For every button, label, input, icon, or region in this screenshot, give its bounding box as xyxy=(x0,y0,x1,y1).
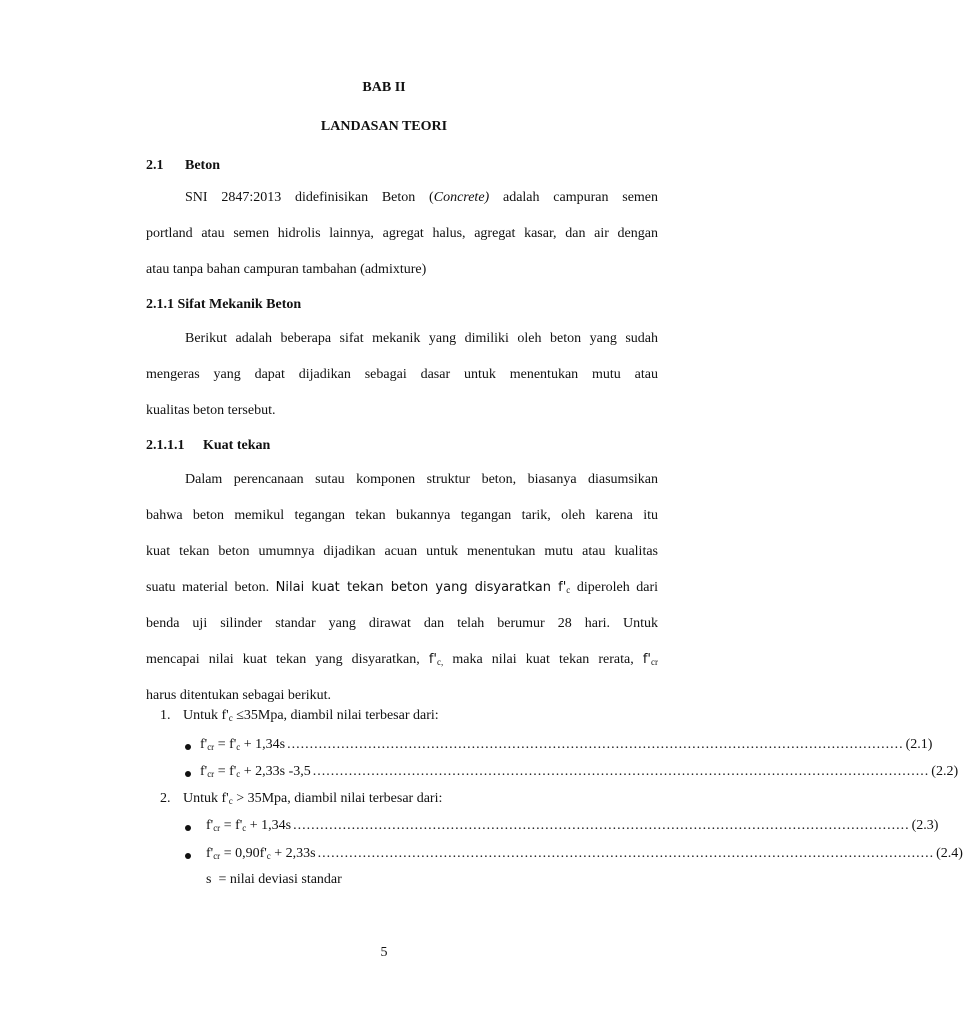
text-span: f' xyxy=(200,737,208,752)
paragraph-kuat-tekan xyxy=(146,471,658,705)
text-span: adalah campuran semen xyxy=(502,190,659,205)
page-number: 5 xyxy=(380,945,388,960)
paragraph-line: benda uji silinder standar yang dirawat dan telah berumur 28 hari. Untuk xyxy=(146,616,658,631)
text-span: > 35Mpa, diambil nilai terbesar dari: xyxy=(232,791,443,806)
subscript: cr xyxy=(207,769,215,779)
text-span: + 1,34s xyxy=(246,818,292,833)
chapter-title: LANDASAN TEORI xyxy=(320,119,448,134)
list-item-text xyxy=(183,791,442,807)
bullet-icon xyxy=(185,853,191,859)
formula-row xyxy=(200,736,933,754)
subscript: cr xyxy=(651,657,659,667)
text-span: Untuk f' xyxy=(183,708,229,723)
paragraph-line: Berikut adalah beberapa sifat mekanik yang dimiliki oleh beton yang sudah xyxy=(185,331,658,346)
text-span: = f' xyxy=(220,818,243,833)
formula-row xyxy=(206,845,963,863)
subscript: c xyxy=(228,796,233,806)
subscript: cr xyxy=(213,823,221,833)
text-span: = 0,90f' xyxy=(220,846,267,861)
text-span: SNI 2847:2013 didefinisikan Beton ( xyxy=(185,190,434,205)
subsection-heading: 2.1.1 Sifat Mekanik Beton xyxy=(146,297,302,312)
sans-text-span: Nilai kuat tekan beton yang disyaratkan f' xyxy=(275,580,567,595)
paragraph-line: portland atau semen hidrolis lainnya, agregat halus, agregat kasar, dan air dengan xyxy=(146,226,658,241)
bullet-icon xyxy=(185,825,191,831)
subscript: c xyxy=(236,742,241,752)
text-span: Untuk f' xyxy=(183,791,229,806)
subscript: c xyxy=(236,769,241,779)
subsubsection-title: Kuat tekan xyxy=(203,438,271,453)
paragraph-line xyxy=(146,579,658,597)
text-span: diperoleh dari xyxy=(576,580,659,595)
text-span: + 2,33s xyxy=(270,846,316,861)
sans-text-span: f' xyxy=(642,652,652,667)
list-number: 2. xyxy=(160,791,171,806)
paragraph-sifat xyxy=(146,330,658,420)
paragraph-line: bahwa beton memikul tegangan tekan bukannya tegangan tarik, oleh karena itu xyxy=(146,508,658,523)
subscript: c, xyxy=(436,657,444,667)
text-span: ≤35Mpa, diambil nilai terbesar dari: xyxy=(232,708,439,723)
equation-ref: (2.2) xyxy=(931,764,959,779)
text-span: = f' xyxy=(214,764,237,779)
section-number: 2.1 xyxy=(146,158,164,173)
subscript: c xyxy=(242,823,247,833)
equation-ref: (2.1) xyxy=(905,737,933,752)
section-title: Beton xyxy=(185,158,220,173)
formula xyxy=(206,845,316,865)
subsubsection-number: 2.1.1.1 xyxy=(146,438,185,453)
subscript: c xyxy=(566,585,571,595)
text-span: f' xyxy=(206,846,214,861)
paragraph-line xyxy=(146,189,658,207)
paragraph-line: mengeras yang dapat dijadikan sebagai dasar untuk menentukan mutu atau xyxy=(146,367,658,382)
paragraph-line: kualitas beton tersebut. xyxy=(146,403,276,418)
italic-term: Concrete) xyxy=(433,190,490,205)
deviation-note: s = nilai deviasi standar xyxy=(206,872,342,887)
paragraph-line: kuat tekan beton umumnya dijadikan acuan untuk menentukan mutu atau kualitas xyxy=(146,544,658,559)
text-span: suatu material beton. xyxy=(146,580,270,595)
paragraph-beton xyxy=(146,189,658,279)
subscript: cr xyxy=(213,851,221,861)
text-span: mencapai nilai kuat tekan yang disyaratkan, xyxy=(146,652,420,667)
formula xyxy=(206,817,291,837)
text-span: + 1,34s xyxy=(240,737,286,752)
sans-text-span: f' xyxy=(428,652,437,667)
subscript: cr xyxy=(207,742,215,752)
subscript: c xyxy=(266,851,271,861)
text-span: + 2,33s -3,5 xyxy=(240,764,311,779)
text-span: maka nilai kuat tekan rerata, xyxy=(452,652,634,667)
dot-leader: ......................................................................................................................................... xyxy=(287,737,904,752)
text-span: = f' xyxy=(214,737,237,752)
list-item-text xyxy=(183,708,439,724)
paragraph-line: atau tanpa bahan campuran tambahan (admixture) xyxy=(146,262,427,277)
dot-leader: ......................................................................................................................................... xyxy=(312,764,930,779)
formula xyxy=(200,763,311,783)
chapter-label: BAB II xyxy=(362,80,406,95)
dot-leader: ......................................................................................................................................... xyxy=(317,846,935,861)
formula xyxy=(200,736,285,756)
text-span: f' xyxy=(206,818,214,833)
paragraph-line: Dalam perencanaan sutau komponen struktur beton, biasanya diasumsikan xyxy=(185,472,658,487)
dot-leader: ......................................................................................................................................... xyxy=(293,818,910,833)
formula-row xyxy=(200,763,959,781)
list-number: 1. xyxy=(160,708,171,723)
paragraph-line xyxy=(146,651,658,669)
equation-ref: (2.3) xyxy=(911,818,939,833)
bullet-icon xyxy=(185,744,191,750)
formula-row xyxy=(206,817,939,835)
equation-ref: (2.4) xyxy=(936,846,963,861)
bullet-icon xyxy=(185,771,191,777)
text-span: f' xyxy=(200,764,208,779)
subscript: c xyxy=(228,713,233,723)
paragraph-line: harus ditentukan sebagai berikut. xyxy=(146,688,332,703)
